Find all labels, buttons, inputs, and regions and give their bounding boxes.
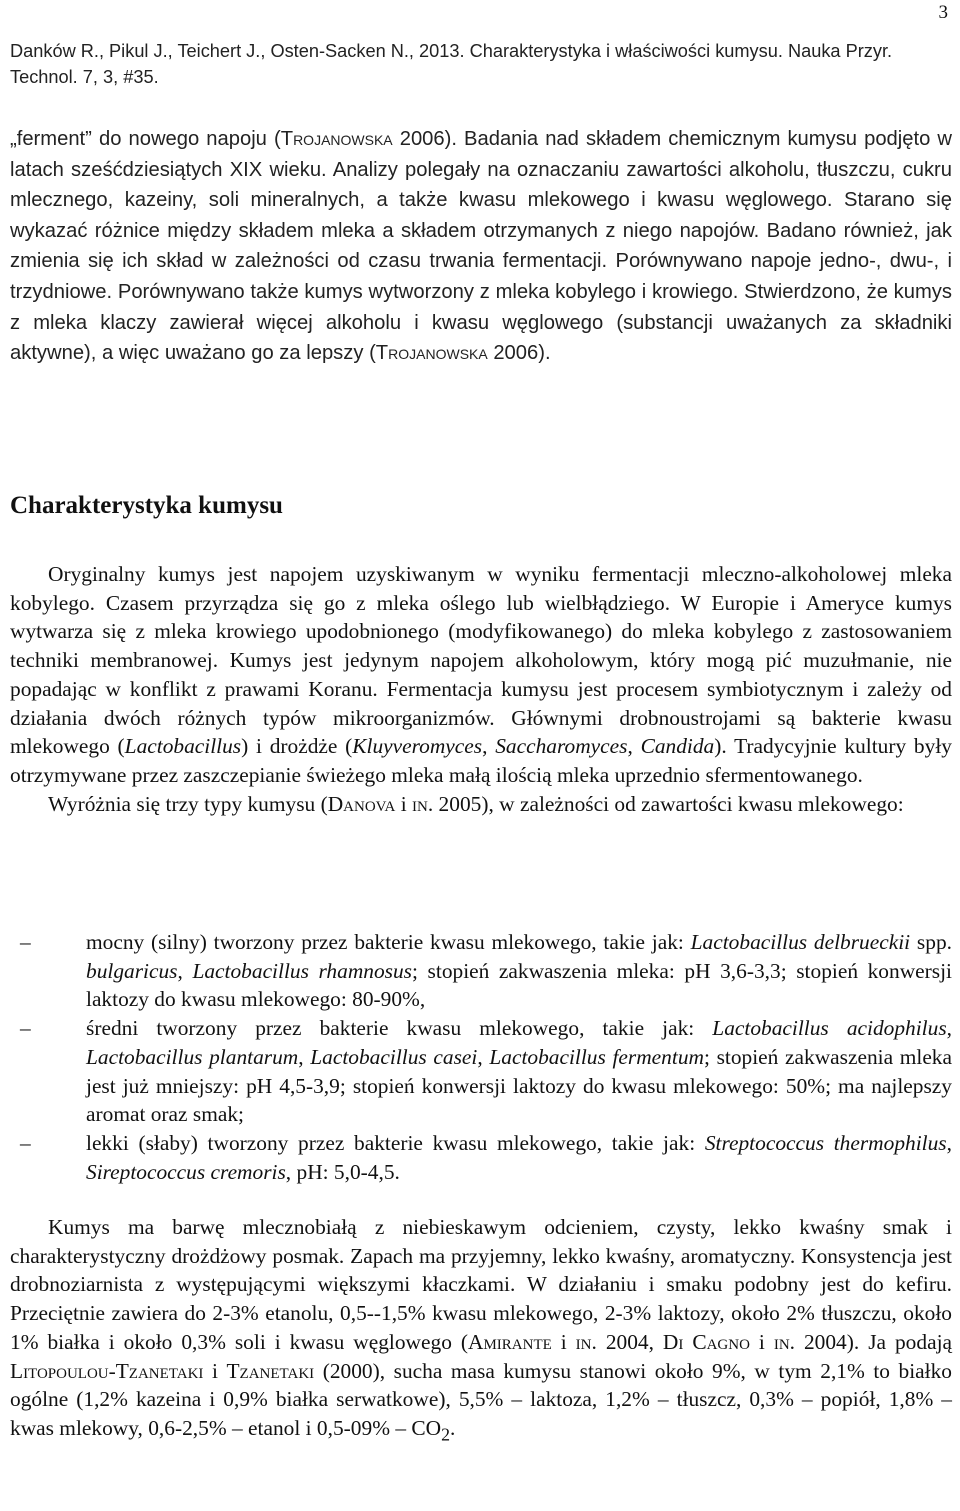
text-run: i	[203, 1358, 227, 1383]
co2-subscript: 2	[441, 1424, 451, 1445]
list-item-light	[10, 1129, 952, 1186]
text-run: ,	[298, 1044, 311, 1069]
species-lactobacillus: Lactobacillus	[124, 734, 242, 759]
author-litopoulou-tzanetaki: Litopoulou-Tzanetaki	[10, 1358, 204, 1383]
text-run: i	[551, 1329, 576, 1354]
species-name: Lactobacillus plantarum	[86, 1044, 299, 1069]
intro-text-1: „ferment” do nowego napoju (	[10, 128, 281, 150]
author-amirante-rest: mirante	[483, 1329, 552, 1354]
species-name: Sireptococcus cremoris	[86, 1159, 286, 1184]
species-name: Lactobacillus rhamnosus	[192, 958, 413, 983]
text-run: ; stopień zakwaszenia mleka jest już mniejszy: pH 4,5-3,9; stopień konwersji laktozy do kwasu mlekowego: 50%; ma najlepszy aromat oraz smak;	[86, 1044, 953, 1127]
text-run: ,	[627, 734, 641, 759]
characteristics-paragraph-1	[10, 560, 952, 790]
species-kluyveromyces: Kluyveromyces	[352, 734, 483, 759]
author-trojanowska-2-first: T	[375, 342, 389, 365]
intro-text-2: 2006). Badania nad składem chemicznym kumysu podjęto w latach sześćdziesiątych XIX wieku. Analizy polegały na oznaczaniu zawartości alkoholu, tłuszczu, cukru mlecznego, kazeiny, soli mineralnych, a także kwasu mlekowego i kwasu węglowego. Starano się wykazać różnice między składem mleka a składem otrzymanych z niego napojów. Badano również, jak zmienia się ich skład w zależności od czasu trwania fermentacji. Porównywano napoje jedno-, dwu-, i trzydniowe. Porównywano także kumys wytworzony z mleka kobylego i krowiego. Stwierdzono, że kumys z mleka klaczy zawierał więcej alkoholu i kwasu węglowego (substancji uważanych za składniki aktywne), a więc uważano go za lepszy (	[10, 128, 952, 365]
text-run: średni tworzony przez bakterie kwasu mlekowego, takie jak:	[86, 1016, 713, 1041]
kumys-types-list	[10, 928, 952, 1186]
section-heading: Charakterystyka kumysu	[10, 492, 283, 519]
text-run: . 2004). Ja podają	[789, 1329, 953, 1354]
text-run: Kumys ma barwę mlecznobiałą z niebieskawym odcieniem, czysty, lekko kwaśny smak i charakterystyczny drożdżowy posmak. Zapach ma przyjemny, lekko kwaśny, aromatyczny. Konsystencja jest drobnoziarnista z występującymi większymi kłaczkami. W działaniu i smaku podobny jest do kefiru. Przeciętnie zawiera do 2-3% etanolu, 0,5--1,5% kwasu mlekowego, 2-3% laktozy, około 2% tłuszczu, około 1% białka i około 0,3% soli i kwasu węglowego (	[10, 1215, 952, 1354]
list-dash: –	[20, 1130, 31, 1155]
text-run: ,	[177, 958, 193, 983]
author-trojanowska-2-rest: rojanowska	[388, 342, 488, 365]
list-dash: –	[20, 1016, 31, 1041]
composition-paragraph	[10, 1213, 952, 1449]
species-saccharomyces: Saccharomyces	[495, 734, 628, 759]
text-run: (2000), sucha masa kumysu stanowi około 9%, w tym 2,1% to białko ogólne (1,2% kazeina i 0,9% białka serwatkowe), 5,5% – laktoza, 1,2% – tłuszcz, 0,3% – popiół, 1,8% – kwas mlekowy, 0,6-2,5% – etanol i 0,5-09% – CO	[10, 1358, 953, 1440]
et-al: in	[412, 791, 428, 816]
list-dash: –	[20, 930, 31, 954]
et-al: in	[575, 1329, 592, 1354]
text-run: spp.	[910, 930, 952, 954]
citation-header: Danków R., Pikul J., Teichert J., Osten-Sacken N., 2013. Charakterystyka i właściwości kumysu. Nauka Przyr. Technol. 7, 3, #35.	[10, 41, 893, 87]
intro-text-end: 2006).	[487, 342, 551, 365]
et-al: in	[773, 1329, 790, 1354]
species-name: Lactobacillus delbrueckii	[690, 930, 911, 954]
text-run: lekki (słaby) tworzony przez bakterie kwasu mlekowego, takie jak:	[86, 1130, 705, 1155]
author-di-cagno: Di Cagno	[662, 1329, 750, 1354]
list-item-strong	[10, 928, 952, 1014]
species-name: bulgaricus	[86, 958, 178, 983]
text-run: mocny (silny) tworzony przez bakterie kwasu mlekowego, takie jak:	[86, 930, 691, 954]
text-run: . 2004,	[591, 1329, 663, 1354]
text-run: .	[450, 1415, 456, 1440]
author-trojanowska-first: T	[280, 128, 294, 150]
text-run: Wyróżnia się trzy typy kumysu (	[48, 791, 328, 816]
text-run: ). Tradycyjnie kultury były otrzymywane przez zaszczepianie świeżego mleka małą ilością mleka uprzednio sfermentowanego.	[10, 734, 952, 787]
text-run: ,	[946, 1130, 952, 1155]
text-run: ) i drożdże (	[241, 734, 353, 759]
author-tzanetaki: Tzanetaki	[226, 1358, 315, 1383]
text-run: i	[749, 1329, 774, 1354]
author-trojanowska-rest: rojanowska	[293, 128, 393, 150]
text-run: ,	[477, 1044, 490, 1069]
page-number: 3	[938, 2, 948, 23]
species-name: Lactobacillus acidophilus	[712, 1016, 947, 1041]
text-run: Oryginalny kumys jest napojem uzyskiwanym w wyniku fermentacji mleczno-alkoholowej mleka kobylego. Czasem przyrządza się go z mleka oślego lub wielbłądziego. W Europie i Ameryce kumys wytwarza się z mleka krowiego upodobnionego (modyfikowanego) do mleka kobylego z zastosowaniem techniki membranowej. Kumys jest jedynym napojem alkoholowym, który mogą pić muzułmanie, nie popadając w konflikt z prawami Koranu. Fermentacja kumysu jest procesem symbiotycznym i zależy od działania dwóch różnych typów mikroorganizmów. Głównymi drobnoustrojami są bakterie kwasu mlekowego (	[10, 562, 952, 759]
text-run: ,	[946, 1016, 953, 1041]
characteristics-paragraph-2	[10, 790, 952, 819]
text-run: ,	[482, 734, 496, 759]
list-item-medium	[10, 1014, 952, 1129]
text-run: i	[395, 791, 413, 816]
text-run: ; stopień zakwaszenia mleka: pH 3,6-3,3; stopień konwersji laktozy do kwasu mlekowego: 80-90%,	[86, 958, 952, 1012]
species-name: Lactobacillus casei	[310, 1044, 478, 1069]
species-name: Streptococcus thermophilus	[704, 1130, 947, 1155]
species-name: Lactobacillus fermentum	[489, 1044, 704, 1069]
characteristics-section	[10, 560, 952, 818]
author-danova-rest: anova	[343, 791, 396, 816]
species-candida: Candida	[640, 734, 715, 759]
text-run: . 2005), w zależności od zawartości kwasu mlekowego:	[427, 791, 904, 816]
composition-section	[10, 1213, 952, 1449]
intro-paragraph	[10, 124, 952, 369]
text-run: , pH: 5,0-4,5.	[285, 1159, 400, 1184]
author-amirante-first: A	[468, 1329, 484, 1354]
author-danova-first: D	[327, 791, 344, 816]
